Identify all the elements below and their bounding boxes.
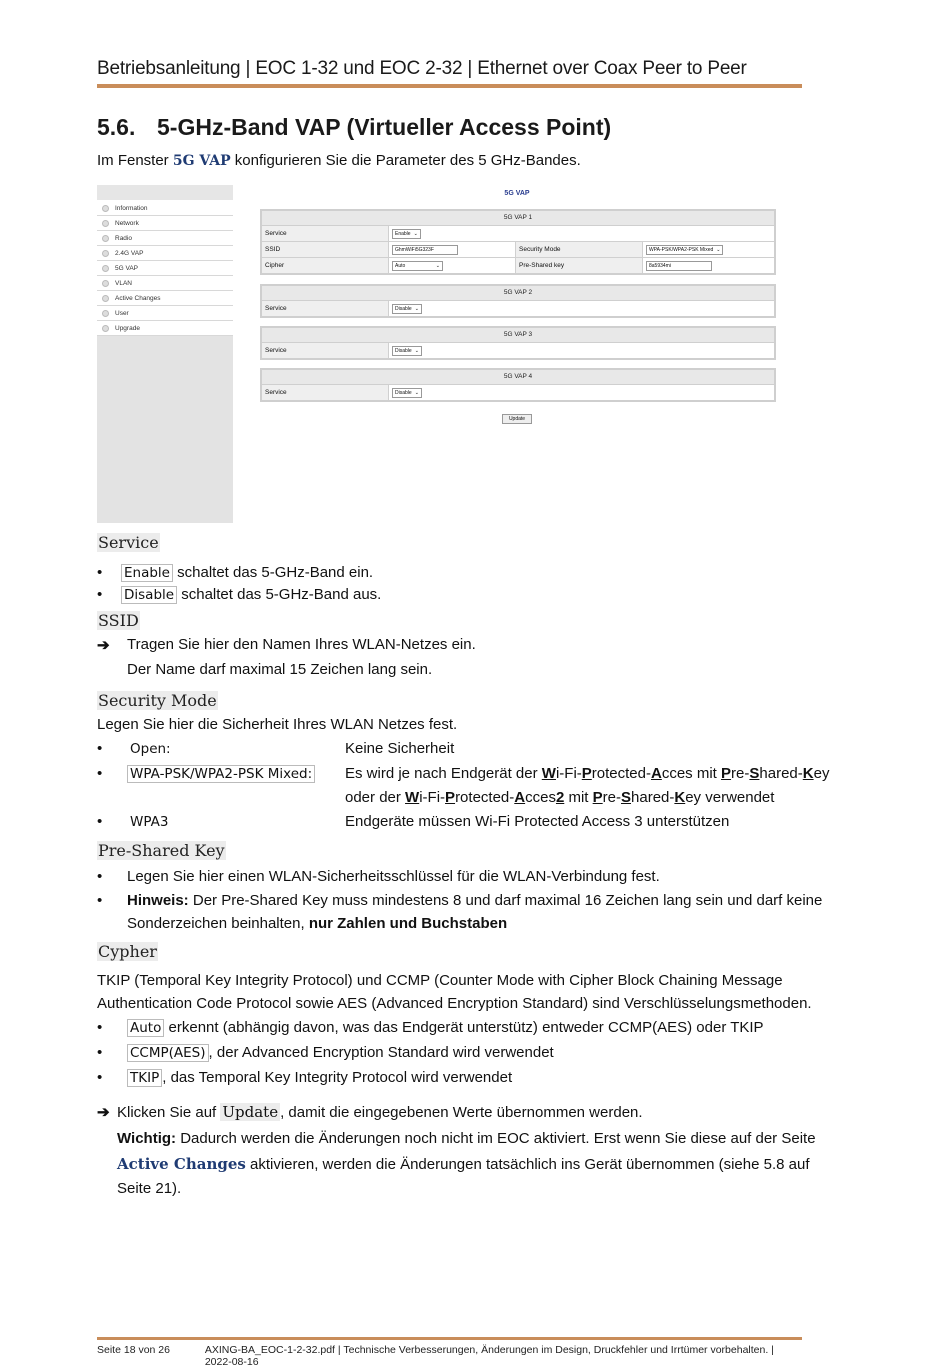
- ssid-limit: Der Name darf maximal 15 Zeichen lang sein.: [127, 661, 433, 678]
- menu-bullet-icon: [102, 250, 109, 257]
- psk-item: • Legen Sie hier einen WLAN-Sicherheitsschlüssel für die WLAN-Verbindung fest.: [97, 868, 660, 885]
- mixed-description-line2: oder der Wi-Fi-Protected-Acces2 mit Pre-Shared-Key verwendet: [345, 789, 775, 806]
- menu-item-network[interactable]: Network: [97, 216, 233, 231]
- vap1-psk-input[interactable]: 8a5934mi: [646, 261, 712, 271]
- update-term: Update: [222, 1103, 279, 1121]
- menu-item-5g-vap[interactable]: 5G VAP: [97, 261, 233, 276]
- service-disable-item: • Disable schaltet das 5-GHz-Band aus.: [97, 586, 382, 603]
- section-number: 5.6.: [97, 114, 136, 140]
- vap4-box: [260, 368, 776, 402]
- vap2-service-label: Service: [262, 301, 389, 316]
- vap3-service-select[interactable]: Disable ⌄: [392, 346, 422, 356]
- panel-title: 5G VAP: [504, 190, 530, 197]
- menu-bullet-icon: [102, 265, 109, 272]
- menu-item-user[interactable]: User: [97, 306, 233, 321]
- cypher-tkip-item: • TKIP , das Temporal Key Integrity Protocol wird verwendet: [97, 1069, 513, 1086]
- screenshot-sidebar: [97, 185, 233, 523]
- page-number: Seite 18 von 26: [97, 1344, 170, 1356]
- security-wpa3-item: • WPA3: [97, 813, 171, 831]
- page-header: Betriebsanleitung | EOC 1-32 und EOC 2-32 | Ethernet over Coax Peer to Peer: [97, 58, 802, 88]
- intro-text: Im Fenster 5G VAP konfigurieren Sie die Parameter des 5 GHz-Bandes.: [97, 152, 581, 169]
- ssid-title: SSID: [98, 611, 139, 630]
- important-line2: Active Changes aktivieren, werden die Änderungen tatsächlich ins Gerät übernommen (siehe 5.8 auf: [117, 1155, 810, 1173]
- vap3-box: [260, 326, 776, 360]
- chevron-down-icon: ⌄: [414, 347, 419, 354]
- tkip-term: TKIP: [127, 1069, 162, 1087]
- wpa3-description: Endgeräte müssen Wi-Fi Protected Access 3 unterstützen: [345, 813, 730, 830]
- menu-item-radio[interactable]: Radio: [97, 231, 233, 246]
- cypher-title: Cypher: [98, 942, 157, 961]
- menu-item-upgrade[interactable]: Upgrade: [97, 321, 233, 336]
- disable-term: Disable: [121, 586, 177, 604]
- vap1-security-label: Security Mode: [516, 242, 643, 257]
- vap1-cipher-label: Cipher: [262, 258, 389, 273]
- vap1-title: 5G VAP 1: [262, 211, 774, 226]
- security-title: Security Mode: [98, 691, 217, 710]
- arrow-right-icon: ➔: [97, 637, 110, 654]
- chevron-down-icon: ⌄: [414, 389, 419, 396]
- arrow-right-icon: ➔: [97, 1104, 110, 1121]
- vap2-service-select[interactable]: Disable ⌄: [392, 304, 422, 314]
- open-description: Keine Sicherheit: [345, 740, 455, 757]
- service-title: Service: [98, 533, 159, 552]
- psk-hint-line2: Sonderzeichen beinhalten, nur Zahlen und Buchstaben: [127, 915, 508, 932]
- security-mixed-item: • WPA-PSK/WPA2-PSK Mixed:: [97, 765, 315, 783]
- menu-bullet-icon: [102, 280, 109, 287]
- vap1-security-select[interactable]: WPA-PSK/WPA2-PSK Mixed ⌄: [646, 245, 723, 255]
- cypher-ccmp-item: • CCMP(AES) , der Advanced Encryption Standard wird verwendet: [97, 1044, 554, 1061]
- screenshot-update-button[interactable]: Update: [502, 414, 532, 424]
- vap4-title: 5G VAP 4: [262, 370, 774, 385]
- vap1-cipher-select[interactable]: Auto ⌄: [392, 261, 443, 271]
- vap4-service-label: Service: [262, 385, 389, 400]
- page-footer: [97, 1337, 802, 1368]
- footer-info: AXING-BA_EOC-1-2-32.pdf | Technische Verbesserungen, Änderungen im Design, Druckfehler und Irrtümer vorbehalten. | 2022-08-16: [204, 1344, 774, 1368]
- embedded-screenshot: [97, 185, 777, 525]
- enable-term: Enable: [121, 564, 173, 582]
- vap1-box: [260, 209, 776, 275]
- chevron-down-icon: ⌄: [716, 246, 721, 253]
- security-open-item: • Open:: [97, 740, 174, 758]
- ssid-instruction: ➔ Tragen Sie hier den Namen Ihres WLAN-Netzes ein.: [97, 636, 476, 654]
- mixed-term: WPA-PSK/WPA2-PSK Mixed:: [127, 765, 315, 783]
- keyword-active-changes: Active Changes: [117, 1155, 246, 1173]
- menu-item-24g-vap[interactable]: 2.4G VAP: [97, 246, 233, 261]
- vap3-title: 5G VAP 3: [262, 328, 774, 343]
- final-instruction: ➔ Klicken Sie auf Update , damit die eingegebenen Werte übernommen werden.: [97, 1103, 643, 1121]
- menu-item-information[interactable]: Information: [97, 201, 233, 216]
- menu-bullet-icon: [102, 220, 109, 227]
- vap2-title: 5G VAP 2: [262, 286, 774, 301]
- vap1-service-select[interactable]: Enable ⌄: [392, 229, 421, 239]
- menu-item-active-changes[interactable]: Active Changes: [97, 291, 233, 306]
- vap3-service-label: Service: [262, 343, 389, 358]
- vap1-ssid-input[interactable]: GhmWiFi5G323F: [392, 245, 458, 255]
- menu-item-vlan[interactable]: VLAN: [97, 276, 233, 291]
- section-heading: [97, 114, 611, 141]
- wpa3-term: WPA3: [130, 814, 169, 830]
- chevron-down-icon: ⌄: [414, 305, 419, 312]
- cypher-auto-item: • Auto erkennt (abhängig davon, was das Endgerät unterstütz) entweder CCMP(AES) oder TKIP: [97, 1019, 764, 1036]
- cypher-para-line1: TKIP (Temporal Key Integrity Protocol) und CCMP (Counter Mode with Cipher Block Chaining Message: [97, 972, 783, 989]
- chevron-down-icon: ⌄: [435, 262, 440, 269]
- ccmp-term: CCMP(AES): [127, 1044, 209, 1062]
- important-line3: Seite 21).: [117, 1180, 182, 1197]
- section-title: 5-GHz-Band VAP (Virtueller Access Point): [157, 114, 612, 140]
- menu-bullet-icon: [102, 325, 109, 332]
- screenshot-menu: [97, 201, 233, 336]
- keyword-5g-vap: 5G VAP: [172, 153, 231, 169]
- mixed-description-line1: Es wird je nach Endgerät der Wi-Fi-Protected-Acces mit Pre-Shared-Key: [345, 765, 830, 782]
- vap1-psk-label: Pre-Shared key: [516, 258, 643, 273]
- menu-bullet-icon: [102, 235, 109, 242]
- auto-term: Auto: [127, 1019, 164, 1037]
- vap1-ssid-label: SSID: [262, 242, 389, 257]
- cypher-para-line2: Authentication Code Protocol sowie AES (Advanced Encryption Standard) sind Verschlüsselungsmethoden.: [97, 995, 812, 1012]
- vap1-service-label: Service: [262, 226, 389, 241]
- psk-hint: • Hinweis: Der Pre-Shared Key muss mindestens 8 und darf maximal 16 Zeichen lang sein und darf keine: [97, 892, 823, 909]
- open-term: Open:: [130, 741, 171, 757]
- vap4-service-select[interactable]: Disable ⌄: [392, 388, 422, 398]
- service-enable-item: • Enable schaltet das 5-GHz-Band ein.: [97, 564, 374, 581]
- menu-bullet-icon: [102, 295, 109, 302]
- psk-title: Pre-Shared Key: [98, 841, 225, 860]
- important-line1: Wichtig: Dadurch werden die Änderungen noch nicht im EOC aktiviert. Erst wenn Sie diese auf der Seite: [117, 1130, 816, 1147]
- menu-bullet-icon: [102, 310, 109, 317]
- menu-bullet-icon: [102, 205, 109, 212]
- chevron-down-icon: ⌄: [413, 230, 418, 237]
- security-intro: Legen Sie hier die Sicherheit Ihres WLAN Netzes fest.: [97, 716, 458, 733]
- vap2-box: [260, 284, 776, 318]
